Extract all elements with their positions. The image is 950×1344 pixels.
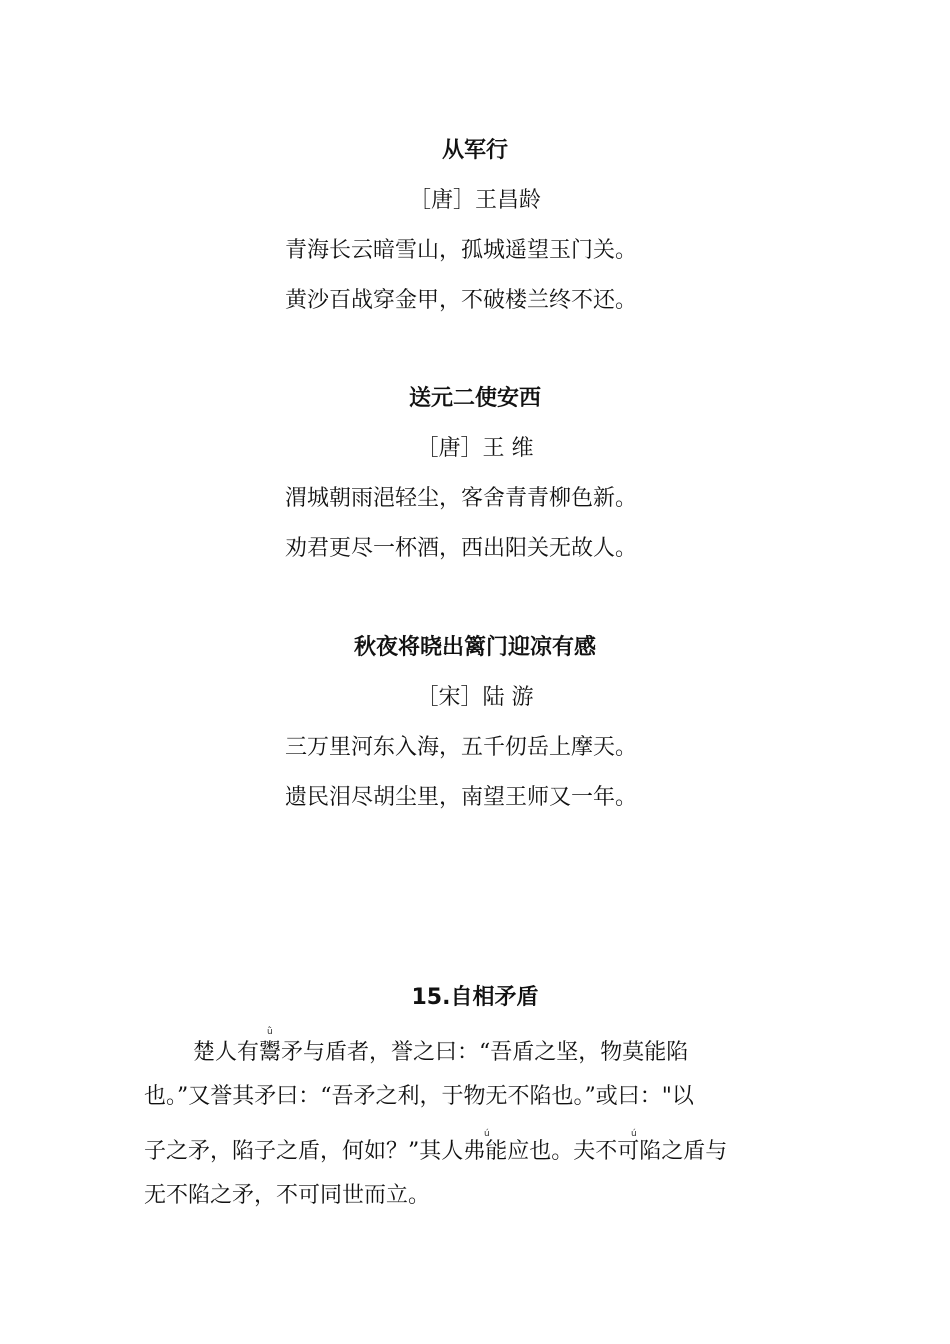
poem-author: ［唐］王昌龄 xyxy=(408,188,541,213)
poem-title: 送元二使安西 xyxy=(408,386,541,411)
story-title: 15.自相矛盾 xyxy=(411,985,539,1010)
poem-author: ［宋］陆 游 xyxy=(416,685,534,710)
poem-title: 从军行 xyxy=(441,138,508,163)
poem-author: ［唐］王 维 xyxy=(416,436,534,461)
pinyin-annotation: ú xyxy=(484,1129,490,1139)
story-line: 无不陷之矛，不可同世而立。 xyxy=(144,1183,431,1208)
story-line: 楚人有鬻矛与盾者，誉之曰：“吾盾之坚，物莫能陷 xyxy=(193,1040,689,1065)
pinyin-annotation: ǜ xyxy=(267,1027,273,1037)
story-line: 子之矛，陷子之盾，何如？”其人弗能应也。夫不可陷之盾与 xyxy=(144,1139,728,1164)
poem-line: 劝君更尽一杯酒，西出阳关无故人。 xyxy=(285,536,638,561)
poem-line: 遗民泪尽胡尘里，南望王师又一年。 xyxy=(285,785,638,810)
poem-line: 黄沙百战穿金甲，不破楼兰终不还。 xyxy=(285,288,638,313)
story-line: 也。”又誉其矛曰：“吾矛之利，于物无不陷也。”或曰："以 xyxy=(144,1084,694,1109)
poem-line: 三万里河东入海，五千仞岳上摩天。 xyxy=(285,735,638,760)
poem-line: 青海长云暗雪山，孤城遥望玉门关。 xyxy=(285,238,638,263)
pinyin-annotation: ú xyxy=(631,1129,637,1139)
poem-line: 渭城朝雨浥轻尘，客舍青青柳色新。 xyxy=(285,486,638,511)
poem-title: 秋夜将晓出篱门迎凉有感 xyxy=(353,635,596,660)
